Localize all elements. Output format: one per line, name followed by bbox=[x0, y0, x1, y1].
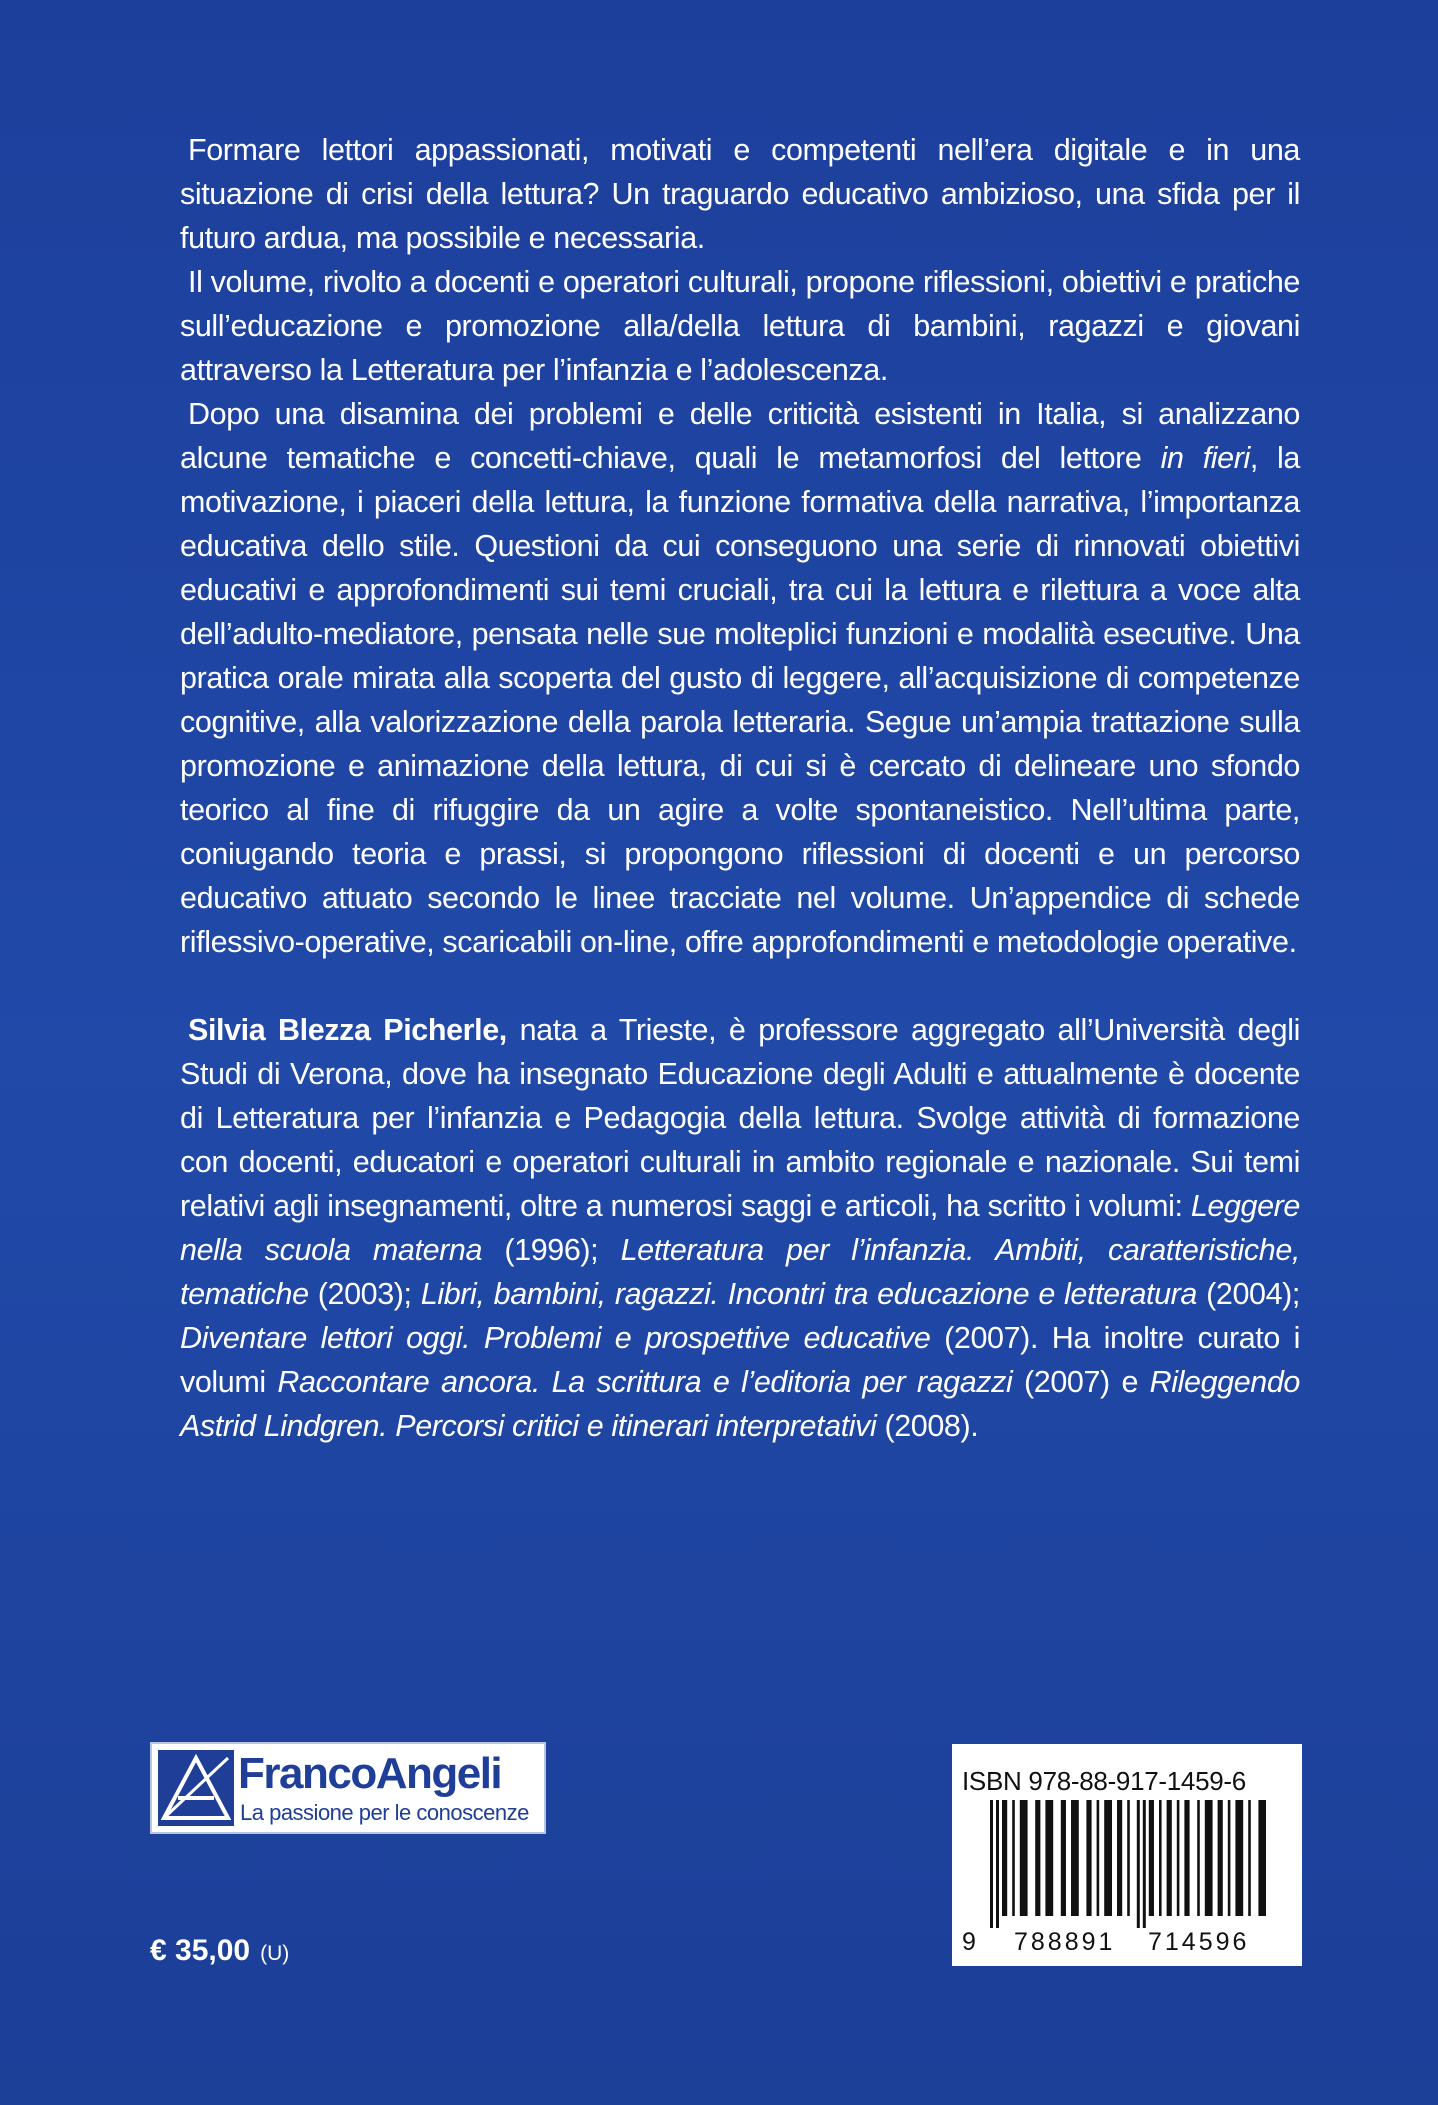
barcode-icon bbox=[990, 1800, 1266, 1928]
barcode-bar bbox=[990, 1800, 993, 1928]
barcode-bar bbox=[1258, 1800, 1266, 1916]
barcode-bar bbox=[1035, 1800, 1040, 1916]
barcode-bar bbox=[1061, 1800, 1066, 1916]
barcode-bar bbox=[1167, 1800, 1172, 1916]
italic-term: in fieri bbox=[1160, 441, 1250, 475]
barcode-bar bbox=[1002, 1800, 1007, 1916]
barcode-bar bbox=[1020, 1800, 1028, 1916]
isbn-label: ISBN 978-88-917-1459-6 bbox=[962, 1766, 1246, 1796]
barcode-bar bbox=[1045, 1800, 1053, 1916]
publisher-tagline: La passione per le conoscenze bbox=[240, 1800, 529, 1825]
barcode-panel bbox=[952, 1744, 1302, 1966]
book-title: Diventare lettori oggi. Problemi e prospettive educative bbox=[180, 1321, 931, 1355]
barcode-bar bbox=[1137, 1800, 1140, 1928]
author-name: Silvia Blezza Picherle, bbox=[188, 1013, 507, 1047]
barcode-bar bbox=[1228, 1800, 1231, 1916]
barcode-bar bbox=[1235, 1800, 1243, 1916]
barcode-digit-first: 9 bbox=[962, 1928, 976, 1956]
barcode-digits-left: 788891 bbox=[1014, 1928, 1116, 1956]
barcode-bar bbox=[1218, 1800, 1223, 1916]
barcode-bar bbox=[1149, 1800, 1154, 1916]
barcode-bar bbox=[1086, 1800, 1091, 1916]
barcode-bar bbox=[1012, 1800, 1015, 1916]
book-title: Rileggendo Astrid Lindgren. Percorsi critici e itinerari interpretativi bbox=[180, 1365, 1300, 1443]
barcode-digits-right: 714596 bbox=[1148, 1928, 1250, 1956]
barcode-bar bbox=[1159, 1800, 1162, 1916]
publisher-name: FrancoAngeli bbox=[238, 1749, 502, 1798]
back-cover-text bbox=[180, 128, 1300, 1448]
barcode-bar bbox=[1143, 1800, 1146, 1928]
barcode-bar bbox=[996, 1800, 999, 1928]
barcode-bar bbox=[1117, 1800, 1122, 1916]
publisher-mark-icon bbox=[158, 1750, 234, 1826]
price-label bbox=[150, 1934, 289, 1968]
barcode-bar bbox=[1104, 1800, 1112, 1916]
description-paragraph-2: Il volume, rivolto a docenti e operatori culturali, propone riflessioni, obiettivi e pratiche sull’educazione e promozione alla/della lettura di bambini, ragazzi e giovani attraverso la Letteratura per l’infanzia e l’adolescenza. bbox=[180, 265, 1300, 387]
barcode-bar bbox=[1097, 1800, 1100, 1916]
barcode-bar bbox=[1184, 1800, 1189, 1916]
author-bio: Silvia Blezza Picherle, nata a Trieste, è professore aggregato all’Università degli Studi di Verona, dove ha insegnato Educazione degli Adulti e attualmente è docente di Letteratura per l’infanzia e Pedagogia della lettura. Svolge attività di formazione con docenti, educatori e operatori culturali in ambito regionale e nazionale. Sui temi relativi agli insegnamenti, oltre a numerosi saggi e articoli, ha scritto i volumi: Leggere nella scuola materna (1996); Letteratura per l’infanzia. Ambiti, caratteristiche, tematiche (2003); Libri, bambini, ragazzi. Incontri tra educazione e letteratura (2004); Diventare lettori oggi. Problemi e prospettive educative (2007). Ha inoltre curato i volumi Raccontare ancora. La scrittura e l’editoria per ragazzi (2007) e Rileggendo Astrid Lindgren. Percorsi critici e itinerari interpretativi (2008). bbox=[180, 1013, 1300, 1443]
barcode-bar bbox=[1248, 1800, 1251, 1916]
book-title: Letteratura per l’infanzia. Ambiti, caratteristiche, tematiche bbox=[180, 1233, 1300, 1311]
barcode-bar bbox=[1071, 1800, 1079, 1916]
book-title: Raccontare ancora. La scrittura e l’editoria per ragazzi bbox=[277, 1365, 1013, 1399]
barcode-bar bbox=[1177, 1800, 1180, 1916]
publisher-logo bbox=[150, 1742, 546, 1834]
book-title: Leggere nella scuola materna bbox=[180, 1189, 1300, 1267]
book-title: Libri, bambini, ragazzi. Incontri tra educazione e letteratura bbox=[420, 1277, 1197, 1311]
price-code: (U) bbox=[260, 1942, 290, 1965]
description-paragraph-1: Formare lettori appassionati, motivati e competenti nell’era digitale e in una situazione di crisi della lettura? Un traguardo educativo ambizioso, una sfida per il futuro ardua, ma possibile e necessaria. bbox=[180, 133, 1300, 255]
barcode-bar bbox=[1127, 1800, 1130, 1916]
description-paragraph-3: Dopo una disamina dei problemi e delle criticità esistenti in Italia, si analizzano alcune tematiche e concetti-chiave, quali le metamorfosi del lettore in fieri, la motivazione, i piaceri della lettura, la funzione formativa della narrativa, l’importanza educativa dello stile. Questioni da cui conseguono una serie di rinnovati obiettivi educativi e approfondimenti sui temi cruciali, tra cui la lettura e rilettura a voce alta dell’adulto-mediatore, pensata nelle sue molteplici funzioni e modalità esecutive. Una pratica orale mirata alla scoperta del gusto di leggere, all’acquisizione di competenze cognitive, alla valorizzazione della parola letteraria. Segue un’ampia trattazione sulla promozione e animazione della lettura, di cui si è cercato di delineare uno sfondo teorico al fine di rifuggire da un agire a volte spontaneistico. Nell’ultima parte, coniugando teoria e prassi, si propongono riflessioni di docenti e un percorso educativo attuato secondo le linee tracciate nel volume. Un’appendice di schede riflessivo-operative, scaricabili on-line, offre approfondimenti e metodologie operative. bbox=[180, 397, 1300, 959]
triangle-a-icon bbox=[158, 1750, 234, 1826]
price-amount: € 35,00 bbox=[150, 1934, 251, 1967]
barcode-bar bbox=[1205, 1800, 1213, 1916]
barcode-bar bbox=[1197, 1800, 1200, 1916]
